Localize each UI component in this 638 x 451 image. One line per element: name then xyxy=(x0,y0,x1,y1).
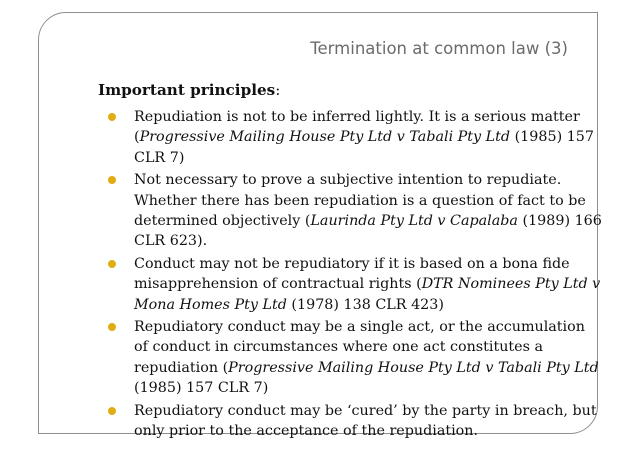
principle-line xyxy=(134,317,585,337)
principle-text: Repudiation is not to be inferred lightly. It is a serious matter xyxy=(134,109,580,125)
heading-suffix: : xyxy=(275,81,281,99)
principle-line xyxy=(134,170,578,190)
heading-bold-text: Important principles xyxy=(98,81,276,99)
bullet-dot-icon xyxy=(108,407,116,415)
bullet-dot-icon xyxy=(108,260,116,268)
principle-text: Not necessary to prove a subjective intention to repudiate. xyxy=(134,172,562,189)
principle-text: determined objectively ( xyxy=(134,213,311,230)
principle-text: Conduct may not be repudiatory if it is based on a bona fide xyxy=(134,255,570,272)
principle-text: misapprehension of contractual rights ( xyxy=(134,276,422,293)
bullet-dot-icon xyxy=(108,176,116,184)
principle-line xyxy=(134,148,578,168)
case-citation-text: DTR Nominees Pty Ltd v xyxy=(421,276,601,293)
bullet-dot-icon xyxy=(108,323,116,331)
section-heading xyxy=(98,81,280,99)
case-citation-text: Progressive Mailing House Pty Ltd v Tabali Pty Ltd xyxy=(228,359,599,376)
principle-line xyxy=(134,337,578,357)
principle-text: ( xyxy=(134,129,140,146)
principles-list xyxy=(108,107,602,444)
principle-text: of conduct in circumstances where one act constitutes a xyxy=(134,339,544,356)
principle-line xyxy=(134,274,601,294)
principle-text: CLR 7) xyxy=(134,149,185,166)
principle-line xyxy=(134,358,599,378)
principle-text: (1985) 157 xyxy=(510,129,594,146)
principle-item xyxy=(108,254,601,315)
principle-text: CLR 623). xyxy=(134,233,208,250)
principle-text: repudiation ( xyxy=(134,359,229,376)
principle-item xyxy=(108,401,597,442)
principle-line xyxy=(134,211,602,231)
bullet-dot-icon xyxy=(108,113,116,121)
principle-text: (1989) 166 xyxy=(517,213,602,230)
principle-text: only prior to the acceptance of the repudiation. xyxy=(134,423,479,440)
principle-line xyxy=(134,401,597,421)
principle-text: Whether there has been repudiation is a question of fact to be xyxy=(134,192,586,209)
principle-item xyxy=(108,107,594,168)
principle-line xyxy=(134,254,578,274)
principle-line xyxy=(134,231,578,251)
principle-line xyxy=(134,191,586,211)
principle-text: (1985) 157 CLR 7) xyxy=(134,380,269,397)
principle-line xyxy=(134,127,594,147)
principle-text: Repudiatory conduct may be a single act, or the accumulation xyxy=(134,319,585,336)
principle-line xyxy=(134,295,578,315)
principle-item xyxy=(108,317,599,399)
principle-text: Repudiatory conduct may be ‘cured’ by the party in breach, but xyxy=(134,402,597,419)
case-citation-text: Laurinda Pty Ltd v Capalaba xyxy=(310,213,518,230)
principle-item xyxy=(108,170,602,252)
principle-line xyxy=(134,107,578,127)
principle-line xyxy=(134,378,578,398)
principle-text: (1978) 138 CLR 423) xyxy=(286,296,444,313)
slide-title: Termination at common law (3) xyxy=(310,39,568,58)
principle-line xyxy=(134,421,578,441)
case-citation-text: Mona Homes Pty Ltd xyxy=(134,296,287,313)
case-citation-text: Progressive Mailing House Pty Ltd v Tabali Pty Ltd xyxy=(139,129,511,146)
